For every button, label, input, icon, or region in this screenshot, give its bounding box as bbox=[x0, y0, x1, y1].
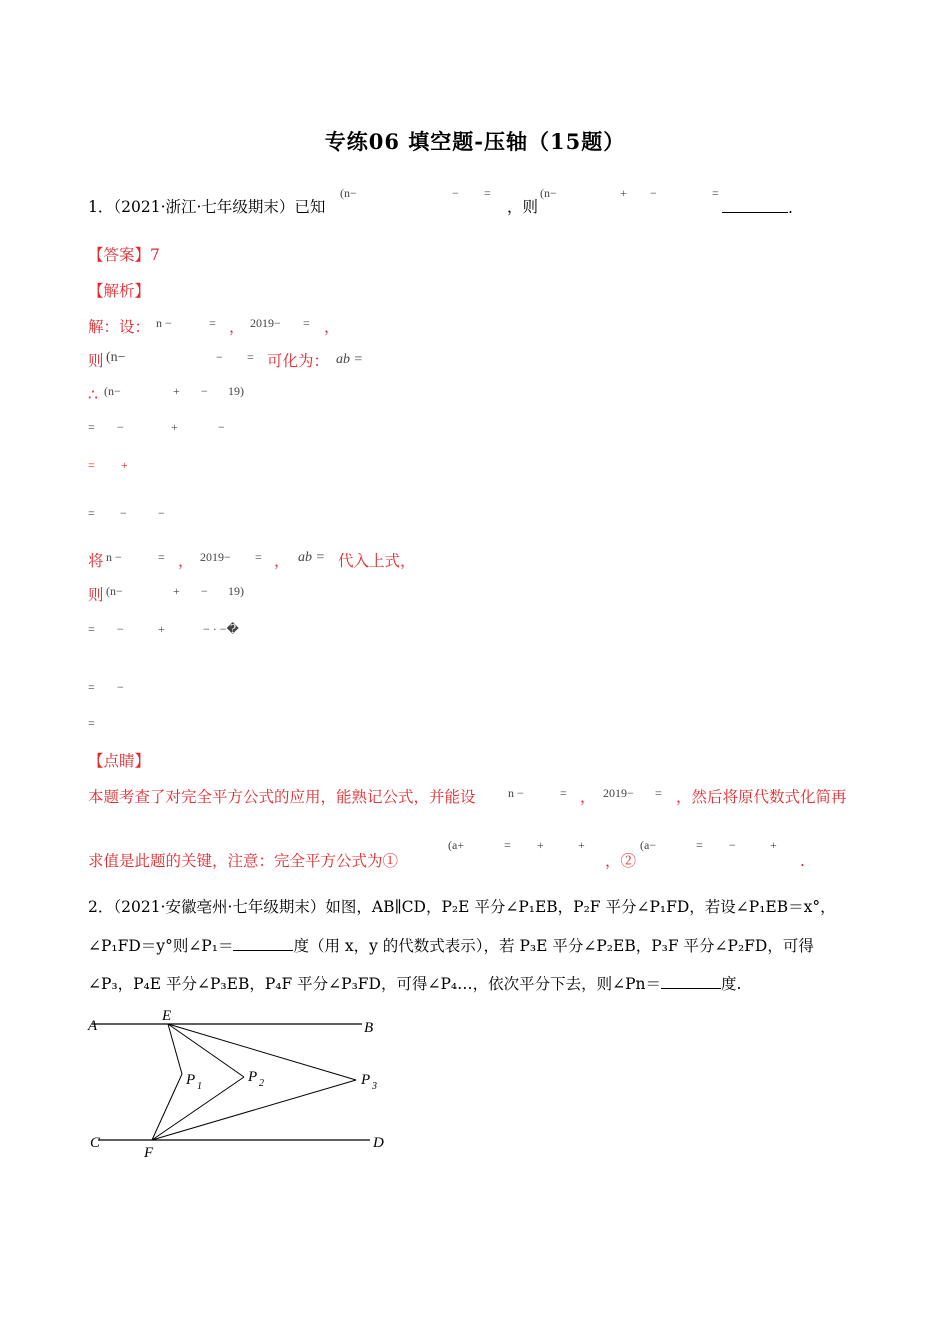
math-fragment: + bbox=[620, 186, 627, 200]
page-title: 专练06 填空题-压轴（15题） bbox=[324, 129, 626, 154]
answer-blank bbox=[233, 934, 293, 951]
math-fragment: − bbox=[201, 584, 208, 598]
math-fragment: + bbox=[770, 838, 777, 852]
math-fragment: (n− bbox=[104, 384, 121, 398]
math-fragment: = bbox=[247, 350, 254, 364]
math-fragment: + bbox=[121, 458, 128, 472]
math-fragment: = bbox=[158, 550, 165, 564]
math-fragment: 19) bbox=[228, 584, 244, 598]
question-2-line-3: ∠P₃，P₄E 平分∠P₃EB，P₄F 平分∠P₃FD，可得∠P₄…，依次平分下去，则∠Pn＝ 度. bbox=[88, 972, 741, 995]
label-b: B bbox=[364, 1020, 374, 1036]
comma: ， bbox=[274, 552, 290, 570]
math-fragment: − bbox=[120, 506, 127, 520]
label-p1: P bbox=[186, 1072, 196, 1088]
math-fragment: = bbox=[88, 716, 95, 730]
math-fragment: − bbox=[117, 622, 124, 636]
comma: ， bbox=[229, 318, 245, 336]
question-number: 1． bbox=[88, 198, 114, 216]
period: . bbox=[800, 852, 805, 870]
math-fragment: = bbox=[484, 186, 491, 200]
math-fragment: = bbox=[655, 786, 662, 800]
math-fragment: (n− bbox=[106, 350, 126, 365]
analysis-label: 【解析】 bbox=[88, 282, 151, 300]
math-fragment: (a+ bbox=[448, 838, 465, 852]
math-fragment: + bbox=[171, 420, 178, 434]
math-fragment: (n− bbox=[106, 584, 123, 598]
substitute-suffix: 代入上式， bbox=[338, 552, 416, 570]
label-p3: P bbox=[361, 1072, 371, 1088]
label-d: D bbox=[373, 1135, 384, 1151]
comment-line-2: 求值是此题的关键，注意：完全平方公式为① bbox=[88, 852, 399, 870]
math-fragment: − bbox=[117, 680, 124, 694]
math-fragment: − bbox=[117, 420, 124, 434]
answer-blank: . bbox=[722, 196, 793, 219]
segment-p3-f bbox=[152, 1080, 356, 1140]
comment-label: 【点睛】 bbox=[88, 752, 151, 770]
label-e: E bbox=[162, 1008, 172, 1024]
math-fragment: = bbox=[696, 838, 703, 852]
math-fragment: − bbox=[218, 420, 225, 434]
therefore-symbol: ∴ bbox=[88, 386, 98, 404]
math-fragment: (n− bbox=[340, 186, 357, 200]
math-fragment: − · −� bbox=[203, 622, 239, 636]
math-fragment: = bbox=[504, 838, 511, 852]
math-fragment: 2019− bbox=[200, 550, 231, 564]
then-text: ，则 bbox=[507, 198, 539, 216]
geometry-figure bbox=[80, 1004, 400, 1164]
question-1-stem bbox=[88, 196, 325, 218]
segment-e-p1 bbox=[168, 1024, 182, 1074]
solution-then: 则 bbox=[88, 352, 104, 370]
math-fragment: + bbox=[158, 622, 165, 636]
question-2-line-1: 2．（2021·安徽亳州·七年级期末）如图，AB∥CD，P₂E 平分∠P₁EB，P₂F 平分∠P₁FD，若设∠P₁EB＝x°， bbox=[88, 898, 836, 916]
substitute-prefix: 将 bbox=[88, 552, 104, 570]
label-a: A bbox=[88, 1018, 98, 1034]
math-fragment: 2019− bbox=[603, 786, 634, 800]
math-fragment: 2019− bbox=[250, 316, 281, 330]
label-p3-sub: 3 bbox=[372, 1081, 377, 1092]
label-p1-sub: 1 bbox=[197, 1081, 202, 1092]
question-2-line-2: ∠P₁FD＝y°则∠P₁＝ 度（用 x，y 的代数式表示），若 P₃E 平分∠P₂EB，P₃F 平分∠P₂FD，可得 bbox=[88, 934, 814, 957]
math-fragment: n − bbox=[156, 316, 172, 330]
comment-line-2-mid: ，② bbox=[605, 852, 637, 870]
math-fragment: − bbox=[216, 350, 223, 364]
math-fragment: + bbox=[173, 584, 180, 598]
math-fragment: ab = bbox=[336, 352, 363, 367]
math-fragment: ab = bbox=[298, 550, 325, 565]
can-become-text: 可化为： bbox=[267, 352, 330, 370]
label-p2-sub: 2 bbox=[259, 1078, 264, 1089]
math-fragment: = bbox=[88, 420, 95, 434]
answer-label: 【答案】7 bbox=[88, 246, 160, 264]
math-fragment: − bbox=[201, 384, 208, 398]
math-fragment: = bbox=[560, 786, 567, 800]
math-fragment: = bbox=[255, 550, 262, 564]
math-fragment: − bbox=[452, 186, 459, 200]
math-fragment: − bbox=[650, 186, 657, 200]
math-fragment: = bbox=[209, 316, 216, 330]
math-fragment: n − bbox=[106, 550, 122, 564]
math-fragment: (a− bbox=[640, 838, 657, 852]
question-source: （2021·浙江·七年级期末）已知 bbox=[113, 198, 326, 216]
comment-line-1-end: ，然后将原代数式化简再 bbox=[676, 788, 847, 806]
math-fragment: = bbox=[303, 316, 310, 330]
comment-line-1: 本题考查了对完全平方公式的应用，能熟记公式，并能设 bbox=[88, 788, 476, 806]
segment-e-p2 bbox=[168, 1024, 244, 1077]
math-fragment: − bbox=[729, 838, 736, 852]
math-fragment: = bbox=[88, 458, 95, 472]
answer-blank bbox=[661, 972, 721, 989]
comma: ， bbox=[178, 552, 194, 570]
segment-e-p3 bbox=[168, 1024, 356, 1080]
math-fragment: + bbox=[537, 838, 544, 852]
math-fragment: = bbox=[712, 186, 719, 200]
math-fragment: = bbox=[88, 506, 95, 520]
comma: ， bbox=[324, 318, 340, 336]
label-p2: P bbox=[248, 1069, 258, 1085]
math-fragment: + bbox=[173, 384, 180, 398]
label-f: F bbox=[144, 1145, 154, 1161]
math-fragment: = bbox=[88, 622, 95, 636]
math-fragment: n − bbox=[508, 786, 524, 800]
solution-let: 解：设： bbox=[88, 318, 151, 336]
label-c: C bbox=[90, 1135, 101, 1151]
math-fragment: − bbox=[158, 506, 165, 520]
comma: ， bbox=[580, 788, 596, 806]
math-fragment: + bbox=[578, 838, 585, 852]
math-fragment: 19) bbox=[228, 384, 244, 398]
substitute-then: 则 bbox=[88, 586, 104, 604]
math-fragment: (n− bbox=[540, 186, 557, 200]
math-fragment: = bbox=[88, 680, 95, 694]
